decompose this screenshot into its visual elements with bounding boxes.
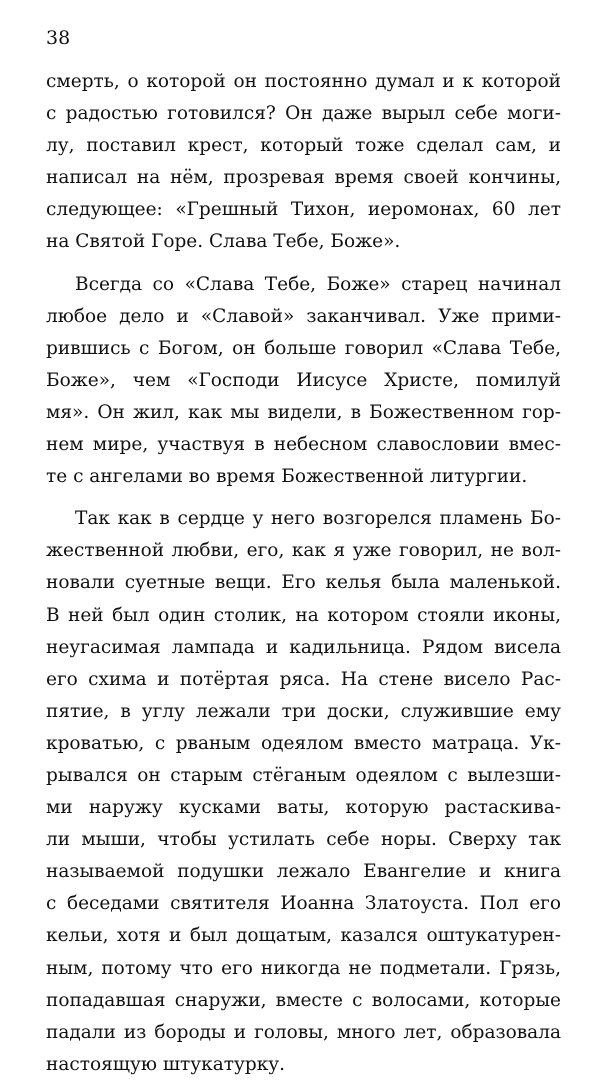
text-line: смерть, о которой он постоянно думал и к которой [46, 71, 561, 92]
paragraph-3 [46, 503, 561, 1081]
text-line: рившись с Богом, он больше говорил «Слава Тебе, [46, 337, 561, 359]
text-line: любое дело и «Славой» заканчивал. Уже прими- [46, 305, 561, 327]
text-line: настоящую штукатурку. [46, 1053, 286, 1075]
text-line: новали суетные вещи. Его келья была маленькой. [46, 572, 561, 594]
text-line: на Святой Горе. Слава Тебе, Боже». [46, 231, 401, 253]
text-line: рывался он старым стёганым одеялом с вылезши- [46, 764, 561, 786]
text-line: попадавшая снаружи, вместе с волосами, которые [46, 989, 561, 1011]
text-line: нем мире, участвуя в небесном славословии вмес- [46, 434, 561, 456]
paragraph-1 [46, 66, 561, 259]
text-line: жественной любви, его, как я уже говорил, не вол- [46, 540, 561, 562]
text-line: называемой подушки лежало Евангелие и книга [46, 861, 561, 883]
text-line: мя». Он жил, как мы видели, в Божественном гор- [46, 401, 561, 423]
text-line: пятие, в углу лежали три доски, служившие ему [46, 700, 561, 722]
text-body [46, 66, 561, 1081]
text-line: с беседами святителя Иоанна Златоуста. Пол его [46, 893, 561, 915]
text-line: Так как в сердце у него возгорелся пламень Бо- [75, 508, 561, 530]
text-line: неугасимая лампада и кадильница. Рядом висела [46, 636, 561, 658]
text-line: написал на нём, прозревая время своей кончины, [46, 167, 561, 189]
text-line: те с ангелами во время Божественной литургии. [46, 466, 528, 488]
paragraph-2 [46, 269, 561, 494]
text-line: кроватью, с рваным одеялом вместо матраца. Ук- [46, 732, 561, 754]
text-line: с радостью готовился? Он даже вырыл себе моги- [46, 103, 561, 125]
text-line: лу, поставил крест, который тоже сделал сам, и [46, 135, 561, 157]
text-line: следующее: «Грешный Тихон, иеромонах, 60 лет [46, 199, 561, 221]
text-line: ми наружу кусками ваты, которую растаскива- [46, 797, 561, 819]
text-line: падали из бороды и головы, много лет, образовала [46, 1021, 561, 1043]
text-line: Всегда со «Слава Тебе, Боже» старец начинал [75, 273, 561, 295]
text-line: кельи, хотя и был дощатым, казался оштукатурен- [46, 925, 561, 947]
text-line: ли мыши, чтобы устилать себе норы. Сверху так [46, 829, 561, 851]
text-line: его схима и потёртая ряса. На стене висело Рас- [46, 668, 561, 690]
text-line: ным, потому что его никогда не подметали. Грязь, [46, 957, 561, 979]
text-line: В ней был один столик, на котором стояли иконы, [46, 604, 561, 626]
page-number: 38 [46, 27, 71, 49]
text-line: Боже», чем «Господи Иисусе Христе, помилуй [46, 369, 561, 391]
